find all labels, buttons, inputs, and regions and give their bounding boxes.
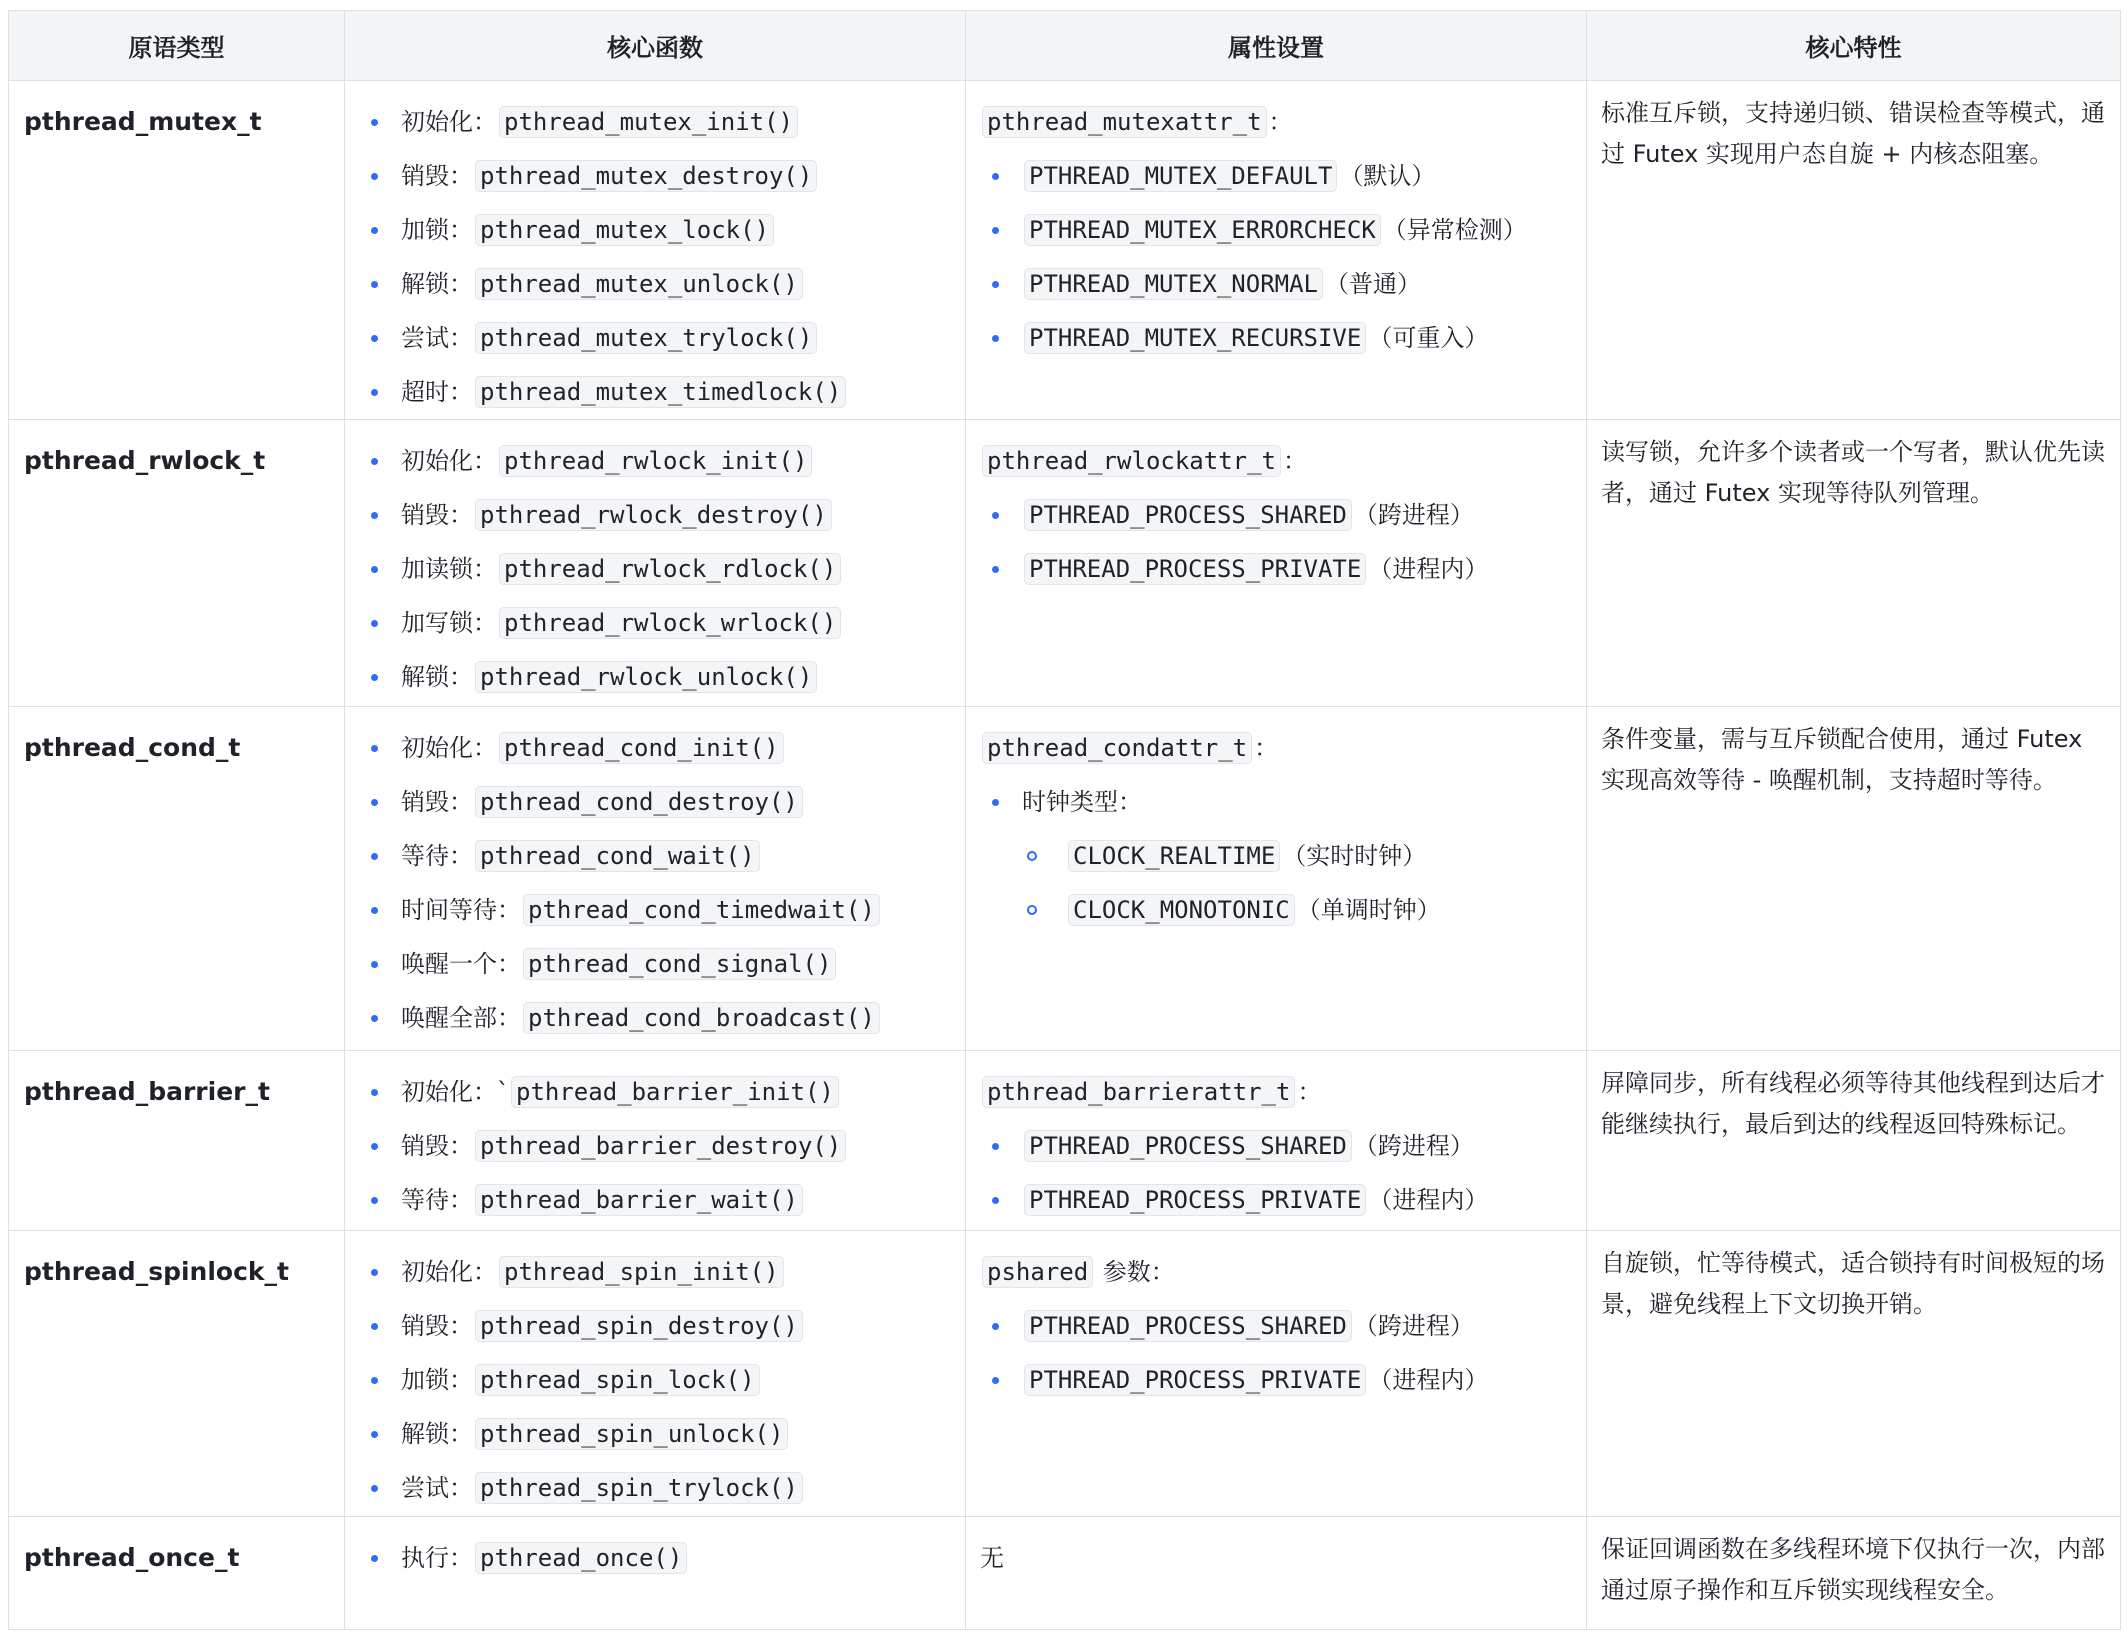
attribute-note: （进程内）	[1368, 1366, 1489, 1394]
function-code: pthread_cond_signal()	[523, 948, 836, 980]
function-label: 加读锁：	[401, 555, 497, 583]
function-item	[359, 596, 951, 650]
function-label: 加锁：	[401, 216, 473, 244]
function-item	[359, 542, 951, 596]
attribute-code: PTHREAD_PROCESS_SHARED	[1024, 1130, 1352, 1162]
attribute-code: PTHREAD_MUTEX_DEFAULT	[1024, 160, 1337, 192]
attribute-text: 时钟类型：	[1022, 788, 1142, 816]
function-item	[359, 149, 951, 203]
primitive-type: pthread_cond_t	[9, 707, 345, 1051]
attribute-code: PTHREAD_PROCESS_PRIVATE	[1024, 553, 1366, 585]
function-item	[359, 1173, 951, 1227]
attributes-cell	[966, 1051, 1587, 1231]
attribute-note: （跨进程）	[1353, 1132, 1474, 1160]
primitive-type: pthread_mutex_t	[9, 81, 345, 420]
attribute-code: PTHREAD_MUTEX_RECURSIVE	[1024, 322, 1366, 354]
function-code: pthread_barrier_init()	[511, 1076, 839, 1108]
attributes-cell: 无	[966, 1517, 1587, 1630]
bullet-icon	[371, 512, 378, 519]
function-code: pthread_once()	[475, 1542, 687, 1574]
header-type: 原语类型	[9, 11, 345, 81]
bullet-icon	[992, 1323, 999, 1330]
function-code: pthread_rwlock_destroy()	[475, 499, 832, 531]
function-label: 销毁：	[401, 162, 473, 190]
attribute-code: PTHREAD_PROCESS_PRIVATE	[1024, 1184, 1366, 1216]
bullet-icon	[371, 1143, 378, 1150]
function-code: pthread_mutex_init()	[499, 106, 798, 138]
function-label: 尝试：	[401, 324, 473, 352]
bullet-icon	[992, 1197, 999, 1204]
attribute-heading	[980, 1065, 1572, 1119]
bullet-icon	[371, 620, 378, 627]
bullet-icon	[371, 799, 378, 806]
bullet-icon	[371, 674, 378, 681]
function-item	[359, 311, 951, 365]
attribute-note: （异常检测）	[1382, 216, 1527, 244]
function-label: 销毁：	[401, 501, 473, 529]
function-label: 销毁：	[401, 1132, 473, 1160]
function-item	[359, 434, 951, 488]
function-label: 时间等待：	[401, 896, 521, 924]
attribute-item	[980, 203, 1572, 257]
function-list	[359, 1531, 951, 1585]
feature-text: 标准互斥锁，支持递归锁、错误检查等模式，通过 Futex 实现用户态自旋 + 内核态阻塞。	[1587, 81, 2121, 420]
function-item	[359, 1299, 951, 1353]
function-label: 尝试：	[401, 1474, 473, 1502]
header-features: 核心特性	[1587, 11, 2121, 81]
table-row	[9, 420, 2121, 707]
bullet-icon	[371, 1377, 378, 1384]
bullet-icon	[992, 227, 999, 234]
attribute-type-code: pthread_mutexattr_t	[982, 106, 1267, 138]
attribute-item	[980, 775, 1572, 829]
bullet-icon	[992, 799, 999, 806]
table-row	[9, 1231, 2121, 1517]
attribute-note: （实时时钟）	[1282, 842, 1427, 870]
bullet-icon	[371, 853, 378, 860]
table-row	[9, 707, 2121, 1051]
attribute-heading	[980, 1245, 1572, 1299]
primitives-table	[8, 10, 2121, 1630]
attribute-item	[980, 488, 1572, 542]
function-label: 销毁：	[401, 1312, 473, 1340]
bullet-icon	[371, 1089, 378, 1096]
attribute-list	[980, 775, 1572, 829]
attribute-code: PTHREAD_PROCESS_PRIVATE	[1024, 1364, 1366, 1396]
function-code: pthread_rwlock_rdlock()	[499, 553, 841, 585]
function-item	[359, 365, 951, 419]
attribute-heading	[980, 721, 1572, 775]
function-code: pthread_barrier_destroy()	[475, 1130, 846, 1162]
function-code: pthread_rwlock_wrlock()	[499, 607, 841, 639]
bullet-icon	[371, 1269, 378, 1276]
attribute-code: PTHREAD_MUTEX_ERRORCHECK	[1024, 214, 1381, 246]
function-code: pthread_cond_wait()	[475, 840, 760, 872]
function-item	[359, 883, 951, 937]
bullet-icon	[992, 512, 999, 519]
bullet-icon	[371, 1197, 378, 1204]
bullet-icon	[992, 1377, 999, 1384]
bullet-icon	[992, 281, 999, 288]
attribute-code: CLOCK_REALTIME	[1068, 840, 1280, 872]
attributes-cell	[966, 81, 1587, 420]
bullet-icon	[371, 335, 378, 342]
table-row	[9, 1517, 2121, 1630]
function-code: pthread_cond_init()	[499, 732, 784, 764]
attribute-heading-suffix: ：	[1268, 108, 1293, 136]
attribute-list	[980, 1119, 1572, 1227]
bullet-icon	[371, 1485, 378, 1492]
function-list	[359, 721, 951, 1045]
attributes-cell	[966, 707, 1587, 1051]
functions-cell	[345, 1231, 966, 1517]
function-label: 等待：	[401, 1186, 473, 1214]
function-item	[359, 1245, 951, 1299]
attribute-note: （可重入）	[1368, 324, 1489, 352]
attribute-note: （进程内）	[1368, 1186, 1489, 1214]
primitive-type: pthread_spinlock_t	[9, 1231, 345, 1517]
function-label: 初始化：	[401, 447, 497, 475]
attribute-heading-suffix: ：	[1297, 1078, 1322, 1106]
bullet-icon	[371, 907, 378, 914]
attribute-item	[980, 1299, 1572, 1353]
attribute-item	[980, 311, 1572, 365]
function-code: pthread_cond_timedwait()	[523, 894, 880, 926]
function-list	[359, 1065, 951, 1227]
bullet-icon	[992, 566, 999, 573]
function-code: pthread_mutex_timedlock()	[475, 376, 846, 408]
attribute-note: （跨进程）	[1353, 501, 1474, 529]
function-label: 初始化：	[401, 108, 497, 136]
function-item	[359, 650, 951, 704]
function-code: pthread_mutex_destroy()	[475, 160, 817, 192]
function-label: 唤醒全部：	[401, 1004, 521, 1032]
attribute-code: PTHREAD_PROCESS_SHARED	[1024, 499, 1352, 531]
attribute-code: PTHREAD_PROCESS_SHARED	[1024, 1310, 1352, 1342]
attribute-type-code: pshared	[982, 1256, 1093, 1288]
primitive-type: pthread_rwlock_t	[9, 420, 345, 707]
bullet-icon	[371, 389, 378, 396]
function-label: 加写锁：	[401, 609, 497, 637]
attribute-heading	[980, 434, 1572, 488]
functions-cell	[345, 1051, 966, 1231]
function-item	[359, 488, 951, 542]
function-label: 唤醒一个：	[401, 950, 521, 978]
function-label: 初始化：`	[401, 1078, 509, 1106]
bullet-icon	[371, 281, 378, 288]
feature-text: 读写锁，允许多个读者或一个写者，默认优先读者，通过 Futex 实现等待队列管理。	[1587, 420, 2121, 707]
function-item	[359, 1065, 951, 1119]
header-functions: 核心函数	[345, 11, 966, 81]
bullet-icon	[371, 961, 378, 968]
function-item	[359, 203, 951, 257]
function-item	[359, 1407, 951, 1461]
attribute-heading-suffix: 参数：	[1095, 1258, 1175, 1286]
attribute-sub-item	[980, 829, 1572, 883]
function-label: 解锁：	[401, 270, 473, 298]
function-label: 初始化：	[401, 1258, 497, 1286]
bullet-icon	[371, 173, 378, 180]
function-code: pthread_cond_destroy()	[475, 786, 803, 818]
function-code: pthread_cond_broadcast()	[523, 1002, 880, 1034]
function-code: pthread_mutex_lock()	[475, 214, 774, 246]
function-code: pthread_spin_init()	[499, 1256, 784, 1288]
table-header-row	[9, 11, 2121, 81]
function-label: 等待：	[401, 842, 473, 870]
attribute-note: （默认）	[1339, 162, 1436, 190]
functions-cell	[345, 420, 966, 707]
function-label: 超时：	[401, 378, 473, 406]
bullet-icon	[371, 745, 378, 752]
primitives-table-container	[8, 10, 2120, 1630]
feature-text: 屏障同步，所有线程必须等待其他线程到达后才能继续执行，最后到达的线程返回特殊标记。	[1587, 1051, 2121, 1231]
function-list	[359, 1245, 951, 1515]
function-code: pthread_mutex_unlock()	[475, 268, 803, 300]
bullet-icon	[992, 1143, 999, 1150]
function-item	[359, 1461, 951, 1515]
function-item	[359, 257, 951, 311]
function-code: pthread_spin_unlock()	[475, 1418, 788, 1450]
hollow-bullet-icon	[1027, 905, 1037, 915]
attribute-heading	[980, 95, 1572, 149]
function-item	[359, 1353, 951, 1407]
attribute-heading-suffix: ：	[1282, 447, 1307, 475]
attribute-item	[980, 542, 1572, 596]
attribute-list	[980, 488, 1572, 596]
attribute-code: CLOCK_MONOTONIC	[1068, 894, 1295, 926]
function-label: 加锁：	[401, 1366, 473, 1394]
attribute-note: （单调时钟）	[1296, 896, 1441, 924]
table-row	[9, 81, 2121, 420]
primitive-type: pthread_once_t	[9, 1517, 345, 1630]
function-item	[359, 829, 951, 883]
attribute-type-code: pthread_condattr_t	[982, 732, 1252, 764]
function-code: pthread_rwlock_unlock()	[475, 661, 817, 693]
table-row	[9, 1051, 2121, 1231]
header-attributes: 属性设置	[966, 11, 1587, 81]
attribute-note: （进程内）	[1368, 555, 1489, 583]
attribute-list	[980, 149, 1572, 365]
attributes-cell	[966, 1231, 1587, 1517]
function-item	[359, 991, 951, 1045]
feature-text: 自旋锁，忙等待模式，适合锁持有时间极短的场景，避免线程上下文切换开销。	[1587, 1231, 2121, 1517]
function-label: 销毁：	[401, 788, 473, 816]
function-item	[359, 775, 951, 829]
function-item	[359, 721, 951, 775]
bullet-icon	[992, 335, 999, 342]
bullet-icon	[371, 458, 378, 465]
bullet-icon	[371, 1431, 378, 1438]
attribute-sub-item	[980, 883, 1572, 937]
function-code: pthread_spin_trylock()	[475, 1472, 803, 1504]
attribute-list	[980, 1299, 1572, 1407]
function-label: 解锁：	[401, 663, 473, 691]
bullet-icon	[371, 1015, 378, 1022]
bullet-icon	[992, 173, 999, 180]
functions-cell	[345, 81, 966, 420]
function-code: pthread_spin_lock()	[475, 1364, 760, 1396]
function-code: pthread_spin_destroy()	[475, 1310, 803, 1342]
attribute-item	[980, 1119, 1572, 1173]
attributes-cell	[966, 420, 1587, 707]
bullet-icon	[371, 1323, 378, 1330]
primitive-type: pthread_barrier_t	[9, 1051, 345, 1231]
function-label: 执行：	[401, 1544, 473, 1572]
bullet-icon	[371, 119, 378, 126]
function-list	[359, 95, 951, 419]
function-code: pthread_mutex_trylock()	[475, 322, 817, 354]
function-code: pthread_barrier_wait()	[475, 1184, 803, 1216]
feature-text: 条件变量，需与互斥锁配合使用，通过 Futex 实现高效等待 - 唤醒机制，支持超时等待。	[1587, 707, 2121, 1051]
functions-cell	[345, 1517, 966, 1630]
attribute-note: （普通）	[1324, 270, 1421, 298]
attribute-code: PTHREAD_MUTEX_NORMAL	[1024, 268, 1323, 300]
bullet-icon	[371, 1555, 378, 1562]
function-item	[359, 95, 951, 149]
function-label: 解锁：	[401, 1420, 473, 1448]
function-list	[359, 434, 951, 704]
function-label: 初始化：	[401, 734, 497, 762]
attribute-type-code: pthread_barrierattr_t	[982, 1076, 1295, 1108]
function-item	[359, 937, 951, 991]
feature-text: 保证回调函数在多线程环境下仅执行一次，内部通过原子操作和互斥锁实现线程安全。	[1587, 1517, 2121, 1630]
attribute-sub-list	[980, 829, 1572, 937]
hollow-bullet-icon	[1027, 851, 1037, 861]
functions-cell	[345, 707, 966, 1051]
attribute-item	[980, 1173, 1572, 1227]
attribute-type-code: pthread_rwlockattr_t	[982, 445, 1281, 477]
attribute-item	[980, 257, 1572, 311]
function-item	[359, 1531, 951, 1585]
function-code: pthread_rwlock_init()	[499, 445, 812, 477]
bullet-icon	[371, 566, 378, 573]
attribute-note: （跨进程）	[1353, 1312, 1474, 1340]
attribute-heading-suffix: ：	[1254, 734, 1279, 762]
attribute-item	[980, 149, 1572, 203]
attribute-item	[980, 1353, 1572, 1407]
function-item	[359, 1119, 951, 1173]
bullet-icon	[371, 227, 378, 234]
